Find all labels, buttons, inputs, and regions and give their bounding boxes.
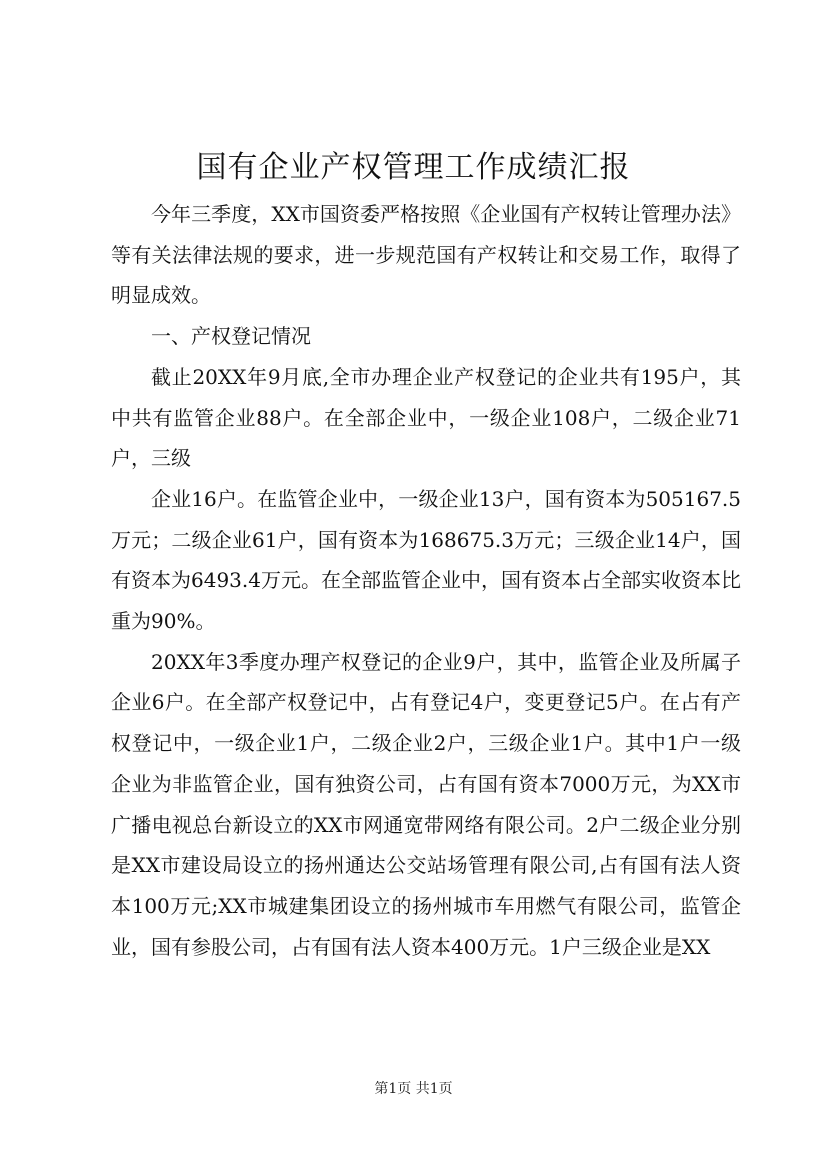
document-body — [111, 194, 741, 967]
paragraph-q3-registrations: 20XX年3季度办理产权登记的企业9户，其中，监管企业及所属子企业6户。在全部产权登记中，占有登记4户，变更登记5户。在占有产权登记中，一级企业1户，二级企业2户，三级企业1户。其中1户一级企业为非监管企业，国有独资公司，占有国有资本7000万元，为XX市广播电视总台新设立的XX市网通宽带网络有限公司。2户二级企业分别是XX市建设局设立的扬州通达公交站场管理有限公司,占有国有法人资本100万元;XX市城建集团设立的扬州城市车用燃气有限公司，监管企业，国有参股公司，占有国有法人资本400万元。1户三级企业是XX — [111, 649, 741, 959]
paragraph-registration-summary: 截止20XX年9月底,全市办理企业产权登记的企业共有195户，其中共有监管企业88户。在全部企业中，一级企业108户，二级企业71户，三级 — [111, 364, 741, 471]
paragraph-intro: 今年三季度，XX市国资委严格按照《企业国有产权转让管理办法》等有关法律法规的要求，进一步规范国有产权转让和交易工作，取得了明显成效。 — [111, 202, 741, 308]
page-footer: 第1页 共1页 — [374, 1081, 453, 1097]
section-heading-property-registration: 一、产权登记情况 — [151, 324, 311, 349]
page-title: 国有企业产权管理工作成绩汇报 — [196, 150, 631, 185]
paragraph-supervised-enterprises: 企业16户。在监管企业中，一级企业13户，国有资本为505167.5万元；二级企业61户，国有资本为168675.3万元；三级企业14户，国有资本为6493.4万元。在全部监管企业中，国有资本占全部实收资本比重为90%。 — [111, 486, 741, 634]
